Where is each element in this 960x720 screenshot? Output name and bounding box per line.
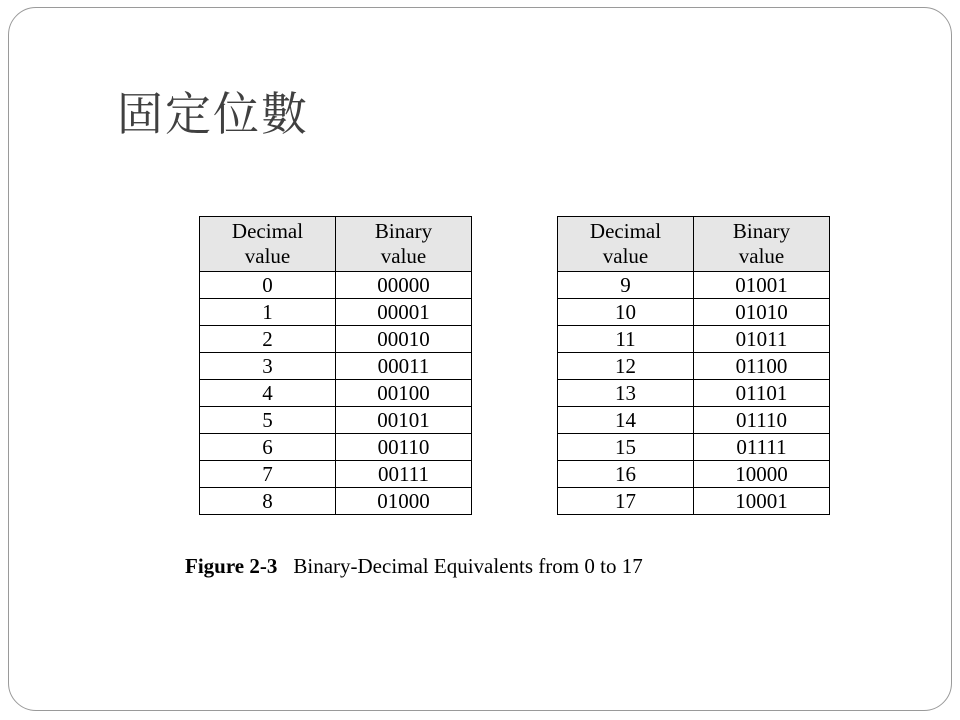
table-row bbox=[558, 488, 830, 515]
decimal-cell: 9 bbox=[558, 272, 694, 299]
header-line: Decimal bbox=[589, 219, 662, 243]
table-row bbox=[558, 299, 830, 326]
decimal-cell: 5 bbox=[200, 407, 336, 434]
binary-cell: 01010 bbox=[694, 299, 830, 326]
binary-table-right bbox=[557, 216, 830, 515]
binary-value-header bbox=[336, 217, 472, 272]
binary-cell: 00000 bbox=[336, 272, 472, 299]
binary-cell: 00101 bbox=[336, 407, 472, 434]
decimal-cell: 10 bbox=[558, 299, 694, 326]
binary-table-left bbox=[199, 216, 472, 515]
decimal-cell: 7 bbox=[200, 461, 336, 488]
decimal-cell: 3 bbox=[200, 353, 336, 380]
decimal-cell: 4 bbox=[200, 380, 336, 407]
table-header-row bbox=[558, 217, 830, 272]
table-row bbox=[558, 272, 830, 299]
decimal-cell: 15 bbox=[558, 434, 694, 461]
figure-label: Figure 2-3 bbox=[185, 554, 278, 578]
table-row bbox=[558, 407, 830, 434]
binary-cell: 01011 bbox=[694, 326, 830, 353]
table-row bbox=[200, 380, 472, 407]
decimal-cell: 8 bbox=[200, 488, 336, 515]
figure-caption-text: Binary-Decimal Equivalents from 0 to 17 bbox=[293, 554, 643, 578]
binary-cell: 01001 bbox=[694, 272, 830, 299]
binary-cell: 01100 bbox=[694, 353, 830, 380]
table-row bbox=[558, 461, 830, 488]
binary-cell: 00001 bbox=[336, 299, 472, 326]
decimal-cell: 17 bbox=[558, 488, 694, 515]
table-row bbox=[200, 461, 472, 488]
slide-title: 固定位數 bbox=[117, 87, 309, 141]
decimal-cell: 13 bbox=[558, 380, 694, 407]
decimal-cell: 0 bbox=[200, 272, 336, 299]
decimal-cell: 12 bbox=[558, 353, 694, 380]
decimal-cell: 2 bbox=[200, 326, 336, 353]
decimal-cell: 6 bbox=[200, 434, 336, 461]
binary-cell: 00100 bbox=[336, 380, 472, 407]
binary-cell: 01110 bbox=[694, 407, 830, 434]
header-line: value bbox=[244, 244, 291, 268]
header-line: Binary bbox=[732, 219, 791, 243]
decimal-value-header bbox=[200, 217, 336, 272]
binary-cell: 10001 bbox=[694, 488, 830, 515]
binary-cell: 10000 bbox=[694, 461, 830, 488]
binary-cell: 01111 bbox=[694, 434, 830, 461]
header-line: value bbox=[380, 244, 427, 268]
table-row bbox=[200, 272, 472, 299]
table-row bbox=[558, 434, 830, 461]
binary-cell: 00111 bbox=[336, 461, 472, 488]
decimal-cell: 16 bbox=[558, 461, 694, 488]
binary-cell: 00110 bbox=[336, 434, 472, 461]
decimal-cell: 11 bbox=[558, 326, 694, 353]
binary-cell: 00011 bbox=[336, 353, 472, 380]
binary-cell: 01000 bbox=[336, 488, 472, 515]
header-line: value bbox=[602, 244, 649, 268]
header-line: Binary bbox=[374, 219, 433, 243]
table-row bbox=[558, 380, 830, 407]
header-line: Decimal bbox=[231, 219, 304, 243]
table-row bbox=[558, 326, 830, 353]
binary-cell: 01101 bbox=[694, 380, 830, 407]
table-row bbox=[200, 488, 472, 515]
table-row bbox=[200, 353, 472, 380]
table-row bbox=[200, 299, 472, 326]
table-row bbox=[558, 353, 830, 380]
table-row bbox=[200, 407, 472, 434]
binary-cell: 00010 bbox=[336, 326, 472, 353]
table-header-row bbox=[200, 217, 472, 272]
decimal-value-header bbox=[558, 217, 694, 272]
table-row bbox=[200, 326, 472, 353]
decimal-cell: 14 bbox=[558, 407, 694, 434]
decimal-cell: 1 bbox=[200, 299, 336, 326]
binary-value-header bbox=[694, 217, 830, 272]
header-line: value bbox=[738, 244, 785, 268]
table-row bbox=[200, 434, 472, 461]
figure-caption bbox=[185, 552, 643, 580]
